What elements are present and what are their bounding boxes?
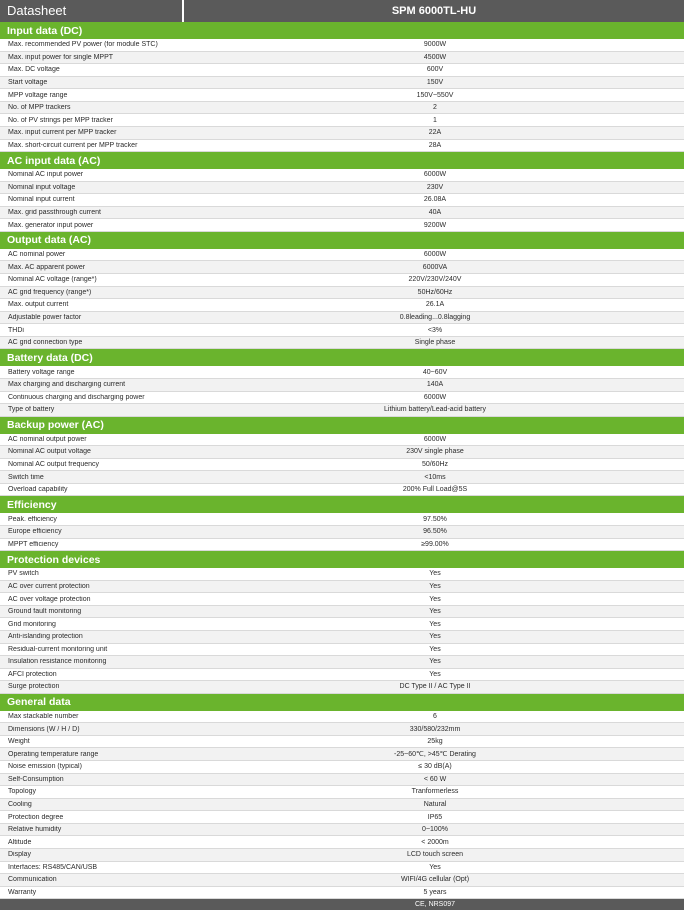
spec-value: Lithium battery/Lead-acid battery — [384, 406, 486, 414]
spec-label: Communication — [8, 876, 57, 884]
spec-value: 5 years — [423, 888, 447, 896]
spec-value: Yes — [429, 645, 441, 653]
spec-label: AC grid frequency (range*) — [8, 288, 92, 296]
spec-value: 6000W — [423, 251, 447, 259]
spec-row — [0, 761, 684, 774]
spec-value: 150V — [426, 78, 444, 86]
spec-row — [0, 513, 684, 526]
spec-row — [0, 681, 684, 694]
spec-value: 50/60Hz — [421, 461, 449, 469]
spec-row — [0, 887, 684, 900]
spec-section — [0, 496, 684, 551]
spec-label: Switch time — [8, 473, 44, 481]
spec-label: Battery voltage range — [8, 368, 75, 376]
spec-value: ≥99.00% — [421, 540, 449, 548]
spec-value: 1 — [433, 116, 437, 124]
spec-value: Yes — [429, 582, 441, 590]
spec-row — [0, 618, 684, 631]
spec-value: 9000W — [423, 41, 447, 49]
model-name: SPM 6000TL-HU — [391, 5, 477, 17]
spec-row — [0, 446, 684, 459]
spec-label: AC over current protection — [8, 582, 90, 590]
spec-row — [0, 249, 684, 262]
certification-value: CE, NRS097 — [414, 901, 456, 909]
spec-row — [0, 337, 684, 350]
datasheet-header — [0, 0, 684, 22]
spec-label: Warranty — [8, 888, 37, 896]
spec-section — [0, 349, 684, 416]
certification-row — [0, 899, 684, 910]
spec-row — [0, 64, 684, 77]
spec-label: Europe efficiency — [8, 528, 62, 536]
spec-value: 26.08A — [423, 196, 447, 204]
spec-label: MPP voltage range — [8, 91, 68, 99]
spec-label: Adjustable power factor — [8, 313, 82, 321]
spec-value: 28A — [428, 141, 442, 149]
spec-value: 230V — [426, 183, 444, 191]
spec-value: Single phase — [414, 339, 456, 347]
spec-label: Interfaces: RS485/CAN/USB — [8, 863, 98, 871]
spec-value: 97.50% — [423, 515, 447, 523]
spec-value: LCD touch screen — [406, 851, 464, 859]
spec-label: Max. output current — [8, 301, 69, 309]
spec-row — [0, 39, 684, 52]
spec-row — [0, 568, 684, 581]
spec-label: Overload capability — [8, 486, 68, 494]
spec-value: WIFI/4G cellular (Opt) — [400, 876, 470, 884]
spec-value: 2 — [433, 104, 437, 112]
spec-row — [0, 207, 684, 220]
spec-value: 0.8leading...0.8lagging — [399, 313, 471, 321]
spec-value: ≤ 30 dB(A) — [418, 763, 452, 771]
spec-row — [0, 459, 684, 472]
spec-label: Start voltage — [8, 78, 48, 86]
spec-value: Yes — [429, 658, 441, 666]
spec-value: 0~100% — [422, 826, 448, 834]
spec-value: 40~60V — [422, 368, 448, 376]
spec-row — [0, 539, 684, 552]
spec-value: 26.1A — [425, 301, 445, 309]
spec-row — [0, 711, 684, 724]
spec-row — [0, 849, 684, 862]
spec-row — [0, 127, 684, 140]
spec-label: Max. generator input power — [8, 221, 94, 229]
spec-row — [0, 404, 684, 417]
spec-row — [0, 862, 684, 875]
spec-label: Max. input power for single MPPT — [8, 53, 114, 61]
spec-row — [0, 219, 684, 232]
spec-value: < 2000m — [421, 838, 449, 846]
spec-label: Nominal AC voltage (range*) — [8, 276, 97, 284]
spec-label: Type of battery — [8, 406, 55, 414]
spec-label: Insulation resistance monitoring — [8, 658, 107, 666]
spec-row — [0, 169, 684, 182]
spec-row — [0, 526, 684, 539]
spec-label: Self-Consumption — [8, 775, 64, 783]
spec-row — [0, 194, 684, 207]
spec-row — [0, 736, 684, 749]
spec-row — [0, 644, 684, 657]
spec-row — [0, 669, 684, 682]
spec-value: 96.50% — [423, 528, 447, 536]
spec-value: -25~60℃, >45℃ Derating — [394, 751, 476, 759]
spec-value: 22A — [428, 129, 442, 137]
spec-value: 40A — [428, 209, 442, 217]
spec-row — [0, 631, 684, 644]
spec-value: 4500W — [423, 53, 447, 61]
section-title: Output data (AC) — [0, 232, 684, 249]
section-title: Input data (DC) — [0, 22, 684, 39]
spec-row — [0, 581, 684, 594]
section-title: AC input data (AC) — [0, 152, 684, 169]
spec-label: Operating temperature range — [8, 750, 99, 758]
spec-label: Max. DC voltage — [8, 66, 60, 74]
spec-label: Relative humidity — [8, 826, 62, 834]
spec-label: Dimensions (W / H / D) — [8, 725, 80, 733]
spec-row — [0, 114, 684, 127]
spec-row — [0, 836, 684, 849]
spec-value: 200% Full Load@5S — [402, 486, 468, 494]
spec-row — [0, 379, 684, 392]
spec-label: No. of MPP trackers — [8, 104, 71, 112]
spec-value: Yes — [429, 595, 441, 603]
spec-row — [0, 89, 684, 102]
spec-label: AC grid connection type — [8, 339, 83, 347]
spec-section — [0, 551, 684, 694]
spec-value: Tranformerless — [411, 788, 459, 796]
spec-row — [0, 287, 684, 300]
spec-row — [0, 52, 684, 65]
spec-label: Surge protection — [8, 683, 60, 691]
spec-row — [0, 274, 684, 287]
spec-row — [0, 182, 684, 195]
spec-label: Grid monitoring — [8, 620, 56, 628]
spec-label: Display — [8, 851, 31, 859]
spec-label: Nominal AC input power — [8, 171, 84, 179]
spec-row — [0, 593, 684, 606]
spec-label: Cooling — [8, 800, 32, 808]
spec-value: 50Hz/60Hz — [417, 288, 453, 296]
spec-value: 140A — [426, 381, 444, 389]
spec-row — [0, 77, 684, 90]
spec-value: Yes — [429, 620, 441, 628]
spec-value: 6000W — [423, 435, 447, 443]
spec-label: Max stackable number — [8, 713, 79, 721]
spec-row — [0, 434, 684, 447]
spec-label: Nominal AC output frequency — [8, 461, 100, 469]
spec-label: No. of PV strings per MPP tracker — [8, 116, 113, 124]
spec-row — [0, 799, 684, 812]
spec-value: Yes — [429, 670, 441, 678]
spec-label: Peak. efficiency — [8, 515, 57, 523]
spec-value: 600V — [426, 66, 444, 74]
spec-value: 25kg — [427, 738, 443, 746]
spec-section — [0, 232, 684, 350]
spec-label: Max. recommended PV power (for module STC) — [8, 41, 158, 49]
spec-row — [0, 366, 684, 379]
spec-label: Max charging and discharging current — [8, 381, 126, 389]
spec-section — [0, 417, 684, 497]
spec-row — [0, 299, 684, 312]
spec-label: Continuous charging and discharging power — [8, 393, 145, 401]
spec-value: Natural — [423, 800, 447, 808]
spec-label: AC nominal output power — [8, 435, 87, 443]
spec-value: 6000W — [423, 171, 447, 179]
section-title: Efficiency — [0, 496, 684, 513]
spec-row — [0, 874, 684, 887]
spec-label: AC nominal power — [8, 251, 66, 259]
spec-row — [0, 723, 684, 736]
spec-row — [0, 606, 684, 619]
spec-label: THDi — [8, 326, 24, 334]
spec-value: 220V/230V/240V — [408, 276, 462, 284]
spec-section — [0, 152, 684, 232]
spec-row — [0, 748, 684, 761]
spec-label: AFCI protection — [8, 670, 57, 678]
spec-label: Nominal AC output voltage — [8, 448, 91, 456]
spec-value: Yes — [429, 863, 441, 871]
spec-row — [0, 774, 684, 787]
spec-label: Max. grid passthrough current — [8, 209, 101, 217]
spec-label: Noise emission (typical) — [8, 763, 82, 771]
section-title: Battery data (DC) — [0, 349, 684, 366]
spec-value: 6000W — [423, 393, 447, 401]
spec-label: Residual-current monitoring unit — [8, 645, 108, 653]
spec-label: Max. AC apparent power — [8, 263, 86, 271]
datasheet-title: Datasheet — [0, 0, 184, 22]
spec-sections — [0, 22, 684, 899]
spec-value: Yes — [429, 608, 441, 616]
spec-value: 6 — [433, 713, 437, 721]
spec-row — [0, 102, 684, 115]
spec-row — [0, 471, 684, 484]
spec-value: 330/580/232mm — [409, 725, 461, 733]
spec-label: Topology — [8, 788, 37, 796]
spec-label: Weight — [8, 738, 30, 746]
spec-value: 150V~550V — [416, 91, 454, 99]
spec-label: Ground fault monitoring — [8, 608, 82, 616]
spec-label: AC over voltage protection — [8, 595, 91, 603]
spec-value: 6000VA — [422, 263, 448, 271]
spec-value: < 60 W — [423, 775, 447, 783]
spec-label: Protection degree — [8, 813, 64, 821]
spec-row — [0, 392, 684, 405]
spec-row — [0, 261, 684, 274]
spec-value: <10ms — [424, 473, 446, 481]
spec-row — [0, 824, 684, 837]
spec-value: DC Type II / AC Type II — [399, 683, 471, 691]
spec-label: Nominal input current — [8, 196, 75, 204]
spec-label: Nominal input voltage — [8, 183, 76, 191]
section-title: General data — [0, 694, 684, 711]
spec-row — [0, 811, 684, 824]
spec-row — [0, 484, 684, 497]
spec-value: 9200W — [423, 221, 447, 229]
spec-row — [0, 656, 684, 669]
spec-section — [0, 694, 684, 899]
spec-row — [0, 324, 684, 337]
spec-label: PV switch — [8, 570, 39, 578]
spec-section — [0, 22, 684, 152]
spec-label: MPPT efficiency — [8, 540, 59, 548]
spec-value: 230V single phase — [406, 448, 464, 456]
spec-row — [0, 312, 684, 325]
spec-value: IP65 — [427, 813, 443, 821]
spec-label: Anti-islanding protection — [8, 633, 83, 641]
section-title: Backup power (AC) — [0, 417, 684, 434]
spec-label: Max. input current per MPP tracker — [8, 129, 117, 137]
section-title: Protection devices — [0, 551, 684, 568]
spec-label: Max. short-circuit current per MPP tracker — [8, 141, 138, 149]
spec-value: Yes — [429, 570, 441, 578]
spec-label: Altitude — [8, 838, 32, 846]
spec-row — [0, 140, 684, 153]
spec-value: Yes — [429, 633, 441, 641]
spec-row — [0, 786, 684, 799]
spec-value: <3% — [427, 326, 443, 334]
